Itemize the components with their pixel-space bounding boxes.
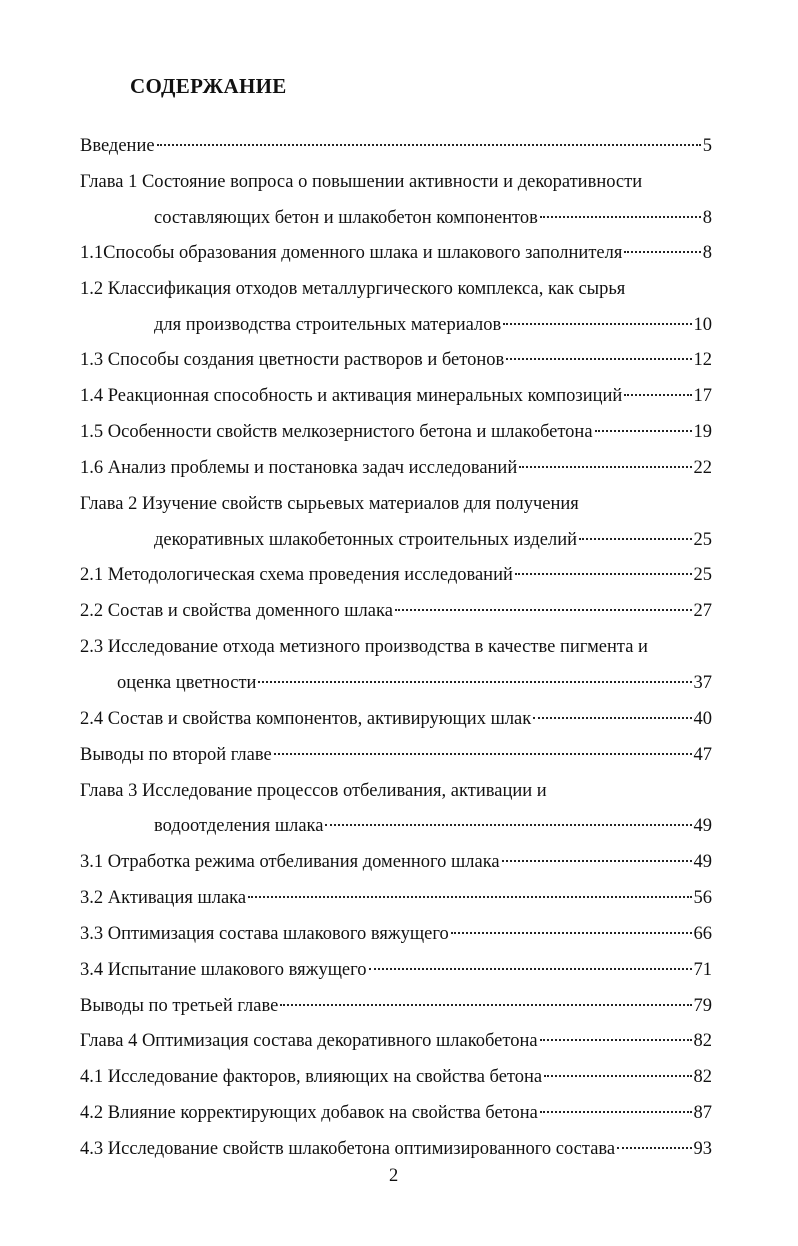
toc-leader-dots: [506, 358, 691, 360]
toc-entry-text: Глава 2 Изучение свойств сырьевых материалов для получения: [80, 494, 579, 514]
toc-leader-dots: [544, 1075, 691, 1077]
toc-entry-page: 8: [702, 208, 712, 228]
toc-entry-text: составляющих бетон и шлакобетон компонентов: [154, 208, 538, 228]
toc-entry-page: 82: [693, 1031, 712, 1051]
toc-leader-dots: [624, 394, 691, 396]
toc-entry-text: 1.1Способы образования доменного шлака и шлакового заполнителя: [80, 243, 623, 263]
toc-entry: [80, 921, 712, 947]
toc-entry-text: 1.3 Способы создания цветности растворов и бетонов: [80, 350, 505, 370]
toc-entry-text: 2.3 Исследование отхода метизного производства в качестве пигмента и: [80, 637, 648, 657]
toc-entry: [154, 527, 712, 553]
toc-entry-page: 12: [693, 350, 712, 370]
toc-entry-page: 71: [693, 960, 712, 980]
toc-entry-text: 1.5 Особенности свойств мелкозернистого бетона и шлакобетона: [80, 422, 593, 442]
toc-entry-text: 2.2 Состав и свойства доменного шлака: [80, 601, 393, 621]
toc-leader-dots: [540, 1039, 692, 1041]
toc-entry-page: 8: [702, 243, 712, 263]
toc-entry-text: декоративных шлакобетонных строительных изделий: [154, 530, 578, 550]
toc-leader-dots: [624, 251, 700, 253]
toc-leader-dots: [540, 216, 701, 218]
toc-entry-page: 66: [693, 924, 712, 944]
toc-leader-dots: [248, 896, 691, 898]
page-number: 2: [389, 1166, 399, 1186]
toc-entry-text: водоотделения шлака: [154, 816, 324, 836]
toc-entry: [154, 205, 712, 231]
toc-entry-text: 4.1 Исследование факторов, влияющих на свойства бетона: [80, 1067, 543, 1087]
toc-leader-dots: [595, 430, 692, 432]
toc-entry: [80, 885, 712, 911]
toc-entry-page: 37: [693, 673, 712, 693]
toc-entry-page: 27: [693, 601, 712, 621]
toc-entry-text: 3.4 Испытание шлакового вяжущего: [80, 960, 367, 980]
toc-entry: [80, 1136, 712, 1162]
toc-leader-dots: [519, 466, 691, 468]
toc-entry-page: 10: [693, 315, 712, 335]
toc-entry: [80, 562, 712, 588]
toc-entry-text: 3.1 Отработка режима отбеливания доменного шлака: [80, 852, 500, 872]
toc-entry: [80, 957, 712, 983]
toc-entry: [80, 706, 712, 732]
toc-entry-text: Глава 3 Исследование процессов отбеливания, активации и: [80, 781, 547, 801]
toc-leader-dots: [533, 717, 691, 719]
toc-entry-page: 25: [693, 530, 712, 550]
toc-entry: [80, 1064, 712, 1090]
toc-entry-text: Выводы по второй главе: [80, 745, 272, 765]
toc-leader-dots: [540, 1111, 692, 1113]
page-title: СОДЕРЖАНИЕ: [130, 74, 287, 98]
toc-entry-page: 19: [693, 422, 712, 442]
toc-entry: [80, 169, 642, 195]
toc-entry-text: Выводы по третьей главе: [80, 996, 279, 1016]
toc-entry-text: 2.1 Методологическая схема проведения исследований: [80, 565, 513, 585]
toc-entry: [80, 849, 712, 875]
toc-entry: [117, 670, 712, 696]
toc-entry: [80, 419, 712, 445]
toc-leader-dots: [515, 573, 692, 575]
toc-entry-text: Глава 4 Оптимизация состава декоративного шлакобетона: [80, 1031, 538, 1051]
toc-entry: [80, 347, 712, 373]
toc-entry: [80, 742, 712, 768]
toc-entry: [80, 133, 712, 159]
toc-entry-text: для производства строительных материалов: [154, 315, 502, 335]
toc-entry: [80, 993, 712, 1019]
toc-leader-dots: [157, 144, 701, 146]
toc-entry-text: 3.2 Активация шлака: [80, 888, 247, 908]
toc-entry: [80, 276, 625, 302]
toc-entry: [80, 1100, 712, 1126]
toc-entry-page: 25: [693, 565, 712, 585]
toc-entry-page: 87: [693, 1103, 712, 1123]
toc-entry: [80, 598, 712, 624]
toc-entry: [80, 634, 648, 660]
toc-entry-page: 82: [693, 1067, 712, 1087]
toc-leader-dots: [325, 824, 691, 826]
toc-entry: [80, 1028, 712, 1054]
toc-leader-dots: [369, 968, 692, 970]
toc-entry-text: 4.3 Исследование свойств шлакобетона оптимизированного состава: [80, 1139, 616, 1159]
toc-entry-text: 1.6 Анализ проблемы и постановка задач исследований: [80, 458, 518, 478]
toc-leader-dots: [502, 860, 692, 862]
toc-leader-dots: [280, 1004, 691, 1006]
toc-leader-dots: [617, 1147, 691, 1149]
toc-entry-page: 22: [693, 458, 712, 478]
toc-entry: [80, 491, 579, 517]
toc-entry: [80, 240, 712, 266]
toc-entry-page: 79: [693, 996, 712, 1016]
toc-entry-page: 17: [693, 386, 712, 406]
toc-entry-text: Глава 1 Состояние вопроса о повышении активности и декоративности: [80, 172, 643, 192]
toc-entry-page: 93: [693, 1139, 712, 1159]
toc-leader-dots: [579, 538, 691, 540]
toc-entry-page: 47: [693, 745, 712, 765]
toc-entry-page: 49: [693, 852, 712, 872]
toc-entry: [80, 383, 712, 409]
toc-entry: [154, 813, 712, 839]
toc-entry-text: 1.2 Классификация отходов металлургического комплекса, как сырья: [80, 279, 626, 299]
toc-entry-text: 2.4 Состав и свойства компонентов, активирующих шлак: [80, 709, 532, 729]
toc-entry-text: Введение: [80, 136, 155, 156]
toc-entry-text: 3.3 Оптимизация состава шлакового вяжущего: [80, 924, 449, 944]
toc-entry: [80, 455, 712, 481]
toc-leader-dots: [258, 681, 691, 683]
toc-entry: [154, 312, 712, 338]
toc-leader-dots: [451, 932, 692, 934]
toc-leader-dots: [503, 323, 691, 325]
toc-entry: [80, 778, 547, 804]
toc-entry-text: 1.4 Реакционная способность и активация минеральных композиций: [80, 386, 623, 406]
toc-leader-dots: [395, 609, 692, 611]
toc-entry-page: 5: [702, 136, 712, 156]
toc-entry-page: 56: [693, 888, 712, 908]
toc-entry-text: оценка цветности: [117, 673, 257, 693]
toc-entry-page: 40: [693, 709, 712, 729]
toc-leader-dots: [274, 753, 692, 755]
toc-entry-text: 4.2 Влияние корректирующих добавок на свойства бетона: [80, 1103, 538, 1123]
toc-entry-page: 49: [693, 816, 712, 836]
